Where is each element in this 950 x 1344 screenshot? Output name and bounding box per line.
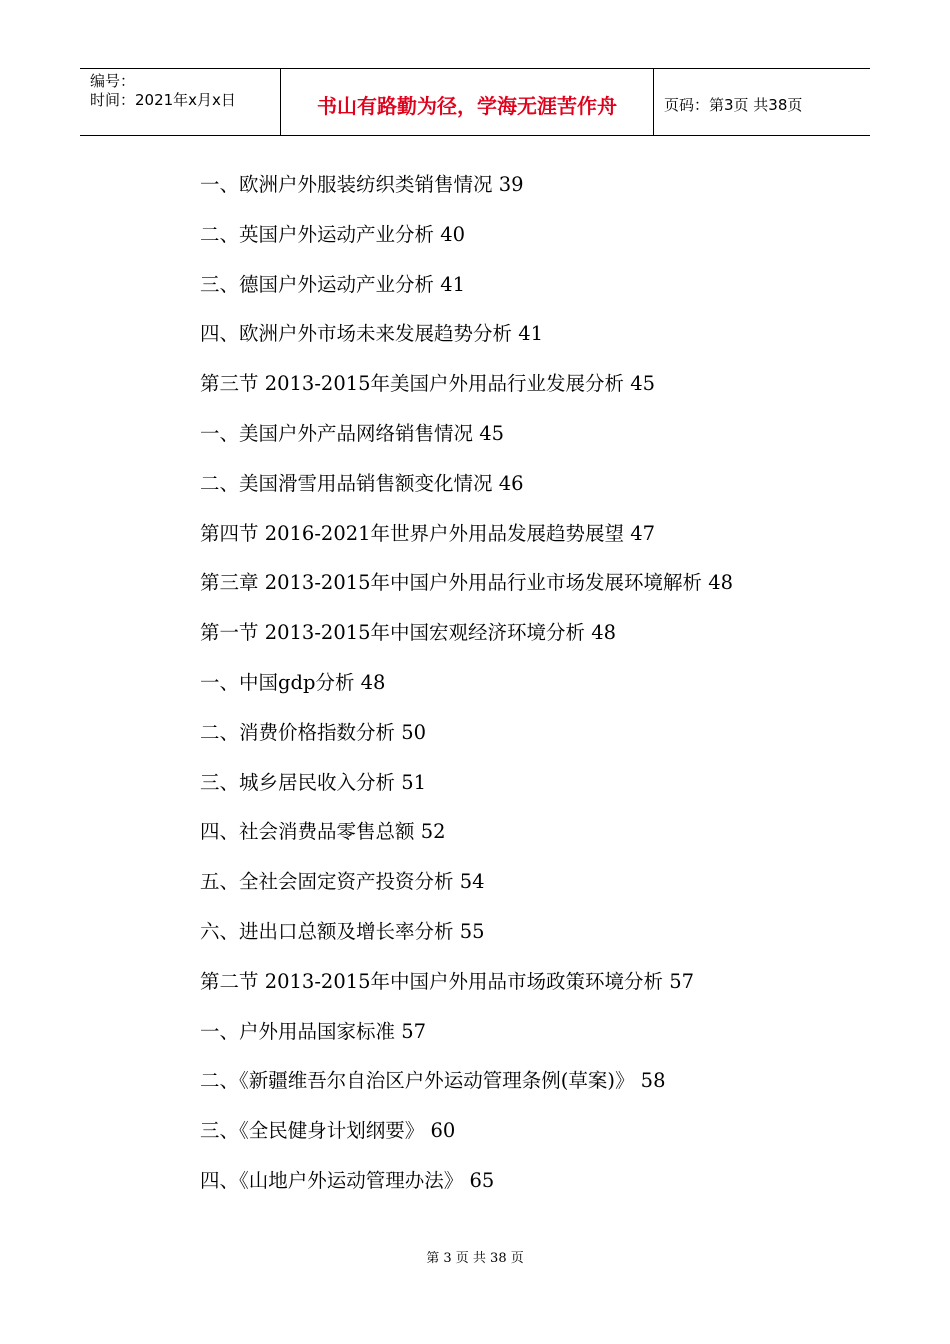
document-number-label: 编号： [90, 72, 136, 90]
toc-entry: 六、进出口总额及增长率分析 55 [200, 919, 485, 943]
toc-entry: 三、《全民健身计划纲要》 60 [200, 1119, 456, 1143]
toc-entry: 一、户外用品国家标准 57 [200, 1019, 427, 1043]
page-footer: 第 3 页 共 38 页 [426, 1251, 524, 1266]
toc-entry: 第三节 2013-2015年美国户外用品行业发展分析 45 [200, 372, 656, 396]
document-time-label: 时间：2021年x月x日 [90, 91, 236, 109]
page-header [80, 68, 870, 136]
toc-entry: 一、欧洲户外服装纺织类销售情况 39 [200, 173, 524, 196]
header-page-info: 页码：第3页 共38页 [664, 95, 803, 114]
toc-entry: 第一节 2013-2015年中国宏观经济环境分析 48 [200, 621, 617, 645]
toc-entry: 四、《山地户外运动管理办法》 65 [200, 1168, 495, 1192]
toc-entry: 四、欧洲户外市场未来发展趋势分析 41 [200, 322, 544, 346]
toc-entry: 三、城乡居民收入分析 51 [200, 770, 427, 794]
toc-entry: 二、《新疆维吾尔自治区户外运动管理条例(草案)》 58 [200, 1069, 666, 1093]
toc-entry: 五、全社会固定资产投资分析 54 [200, 870, 485, 894]
toc-entry: 三、德国户外运动产业分析 41 [200, 272, 466, 296]
toc-entry: 第四节 2016-2021年世界户外用品发展趋势展望 47 [200, 521, 656, 545]
header-meta [80, 69, 281, 135]
table-of-contents [200, 170, 880, 1216]
toc-entry: 一、美国户外产品网络销售情况 45 [200, 421, 505, 445]
toc-entry: 二、消费价格指数分析 50 [200, 720, 427, 744]
toc-entry: 第二节 2013-2015年中国户外用品市场政策环境分析 57 [200, 969, 695, 993]
toc-entry: 第三章 2013-2015年中国户外用品行业市场发展环境解析 48 [200, 571, 734, 595]
header-motto: 书山有路勤为径，学海无涯苦作舟 [281, 69, 654, 135]
toc-entry: 二、英国户外运动产业分析 40 [200, 222, 466, 246]
toc-entry: 四、社会消费品零售总额 52 [200, 820, 446, 844]
toc-entry: 一、中国gdp分析 48 [200, 670, 386, 694]
toc-entry: 二、美国滑雪用品销售额变化情况 46 [200, 471, 524, 495]
